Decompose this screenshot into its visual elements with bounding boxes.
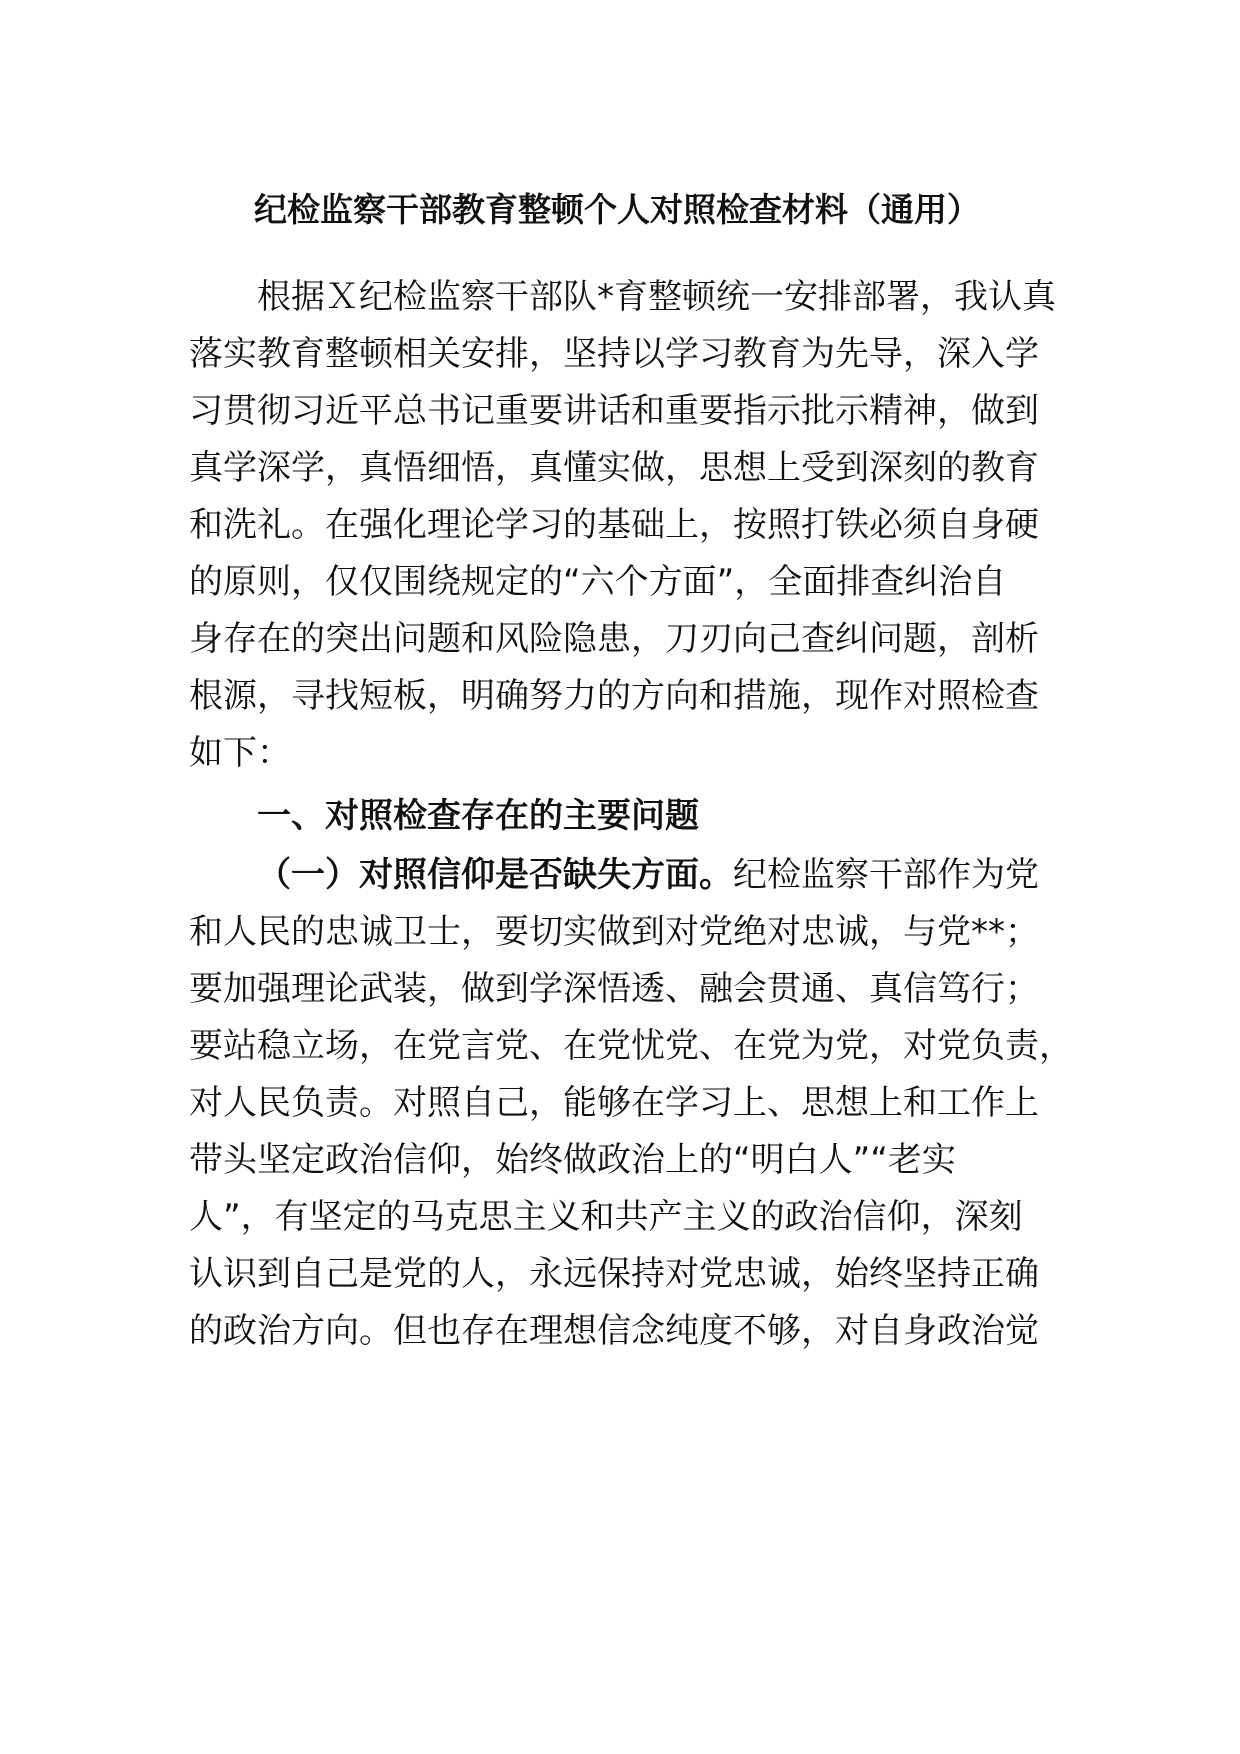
intro-line-6: 的原则，仅仅围绕规定的“六个方面”，全面排查纠治自 bbox=[189, 562, 1007, 602]
subsection-1-line-8: 认识到自己是党的人，永远保持对党忠诚，始终坚持正确 bbox=[189, 1254, 1039, 1294]
intro-line-7: 身存在的突出问题和风险隐患，刀刃向己查纠问题，剖析 bbox=[189, 619, 1039, 659]
intro-line-8: 根源，寻找短板，明确努力的方向和措施，现作对照检查 bbox=[189, 676, 1039, 716]
subsection-1-line-2: 和人民的忠诚卫士，要切实做到对党绝对忠诚，与党**； bbox=[189, 912, 1039, 952]
subsection-1-line-4: 要站稳立场，在党言党、在党忧党、在党为党，对党负责， bbox=[189, 1026, 1073, 1066]
intro-line-3: 习贯彻习近平总书记重要讲话和重要指示批示精神，做到 bbox=[189, 391, 1039, 431]
intro-line-4: 真学深学，真悟细悟，真懂实做，思想上受到深刻的教育 bbox=[189, 448, 1039, 488]
subsection-1-line-6: 带头坚定政治信仰，始终做政治上的“明白人”“老实 bbox=[189, 1140, 956, 1180]
intro-line-1: 根据Ｘ纪检监察干部队*育整顿统一安排部署，我认真 bbox=[257, 277, 1056, 317]
section-1-heading: 一、对照检查存在的主要问题 bbox=[257, 796, 699, 836]
subsection-1-heading: （一）对照信仰是否缺失方面。 bbox=[257, 855, 733, 895]
intro-line-2: 落实教育整顿相关安排，坚持以学习教育为先导，深入学 bbox=[189, 334, 1039, 374]
subsection-1-line-7: 人”，有坚定的马克思主义和共产主义的政治信仰，深刻 bbox=[189, 1197, 1023, 1237]
subsection-1-line-9: 的政治方向。但也存在理想信念纯度不够，对自身政治觉 bbox=[189, 1311, 1039, 1351]
subsection-1-line-5: 对人民负责。对照自己，能够在学习上、思想上和工作上 bbox=[189, 1083, 1039, 1123]
intro-line-9: 如下： bbox=[189, 733, 291, 773]
document-title: 纪检监察干部教育整顿个人对照检查材料（通用） bbox=[254, 190, 980, 229]
subsection-1-line-3: 要加强理论武装，做到学深悟透、融会贯通、真信笃行； bbox=[189, 969, 1039, 1009]
subsection-1-first-line bbox=[257, 850, 1039, 900]
subsection-1-first-line-text: 纪检监察干部作为党 bbox=[733, 855, 1039, 895]
intro-line-5: 和洗礼。在强化理论学习的基础上，按照打铁必须自身硬 bbox=[189, 505, 1039, 545]
